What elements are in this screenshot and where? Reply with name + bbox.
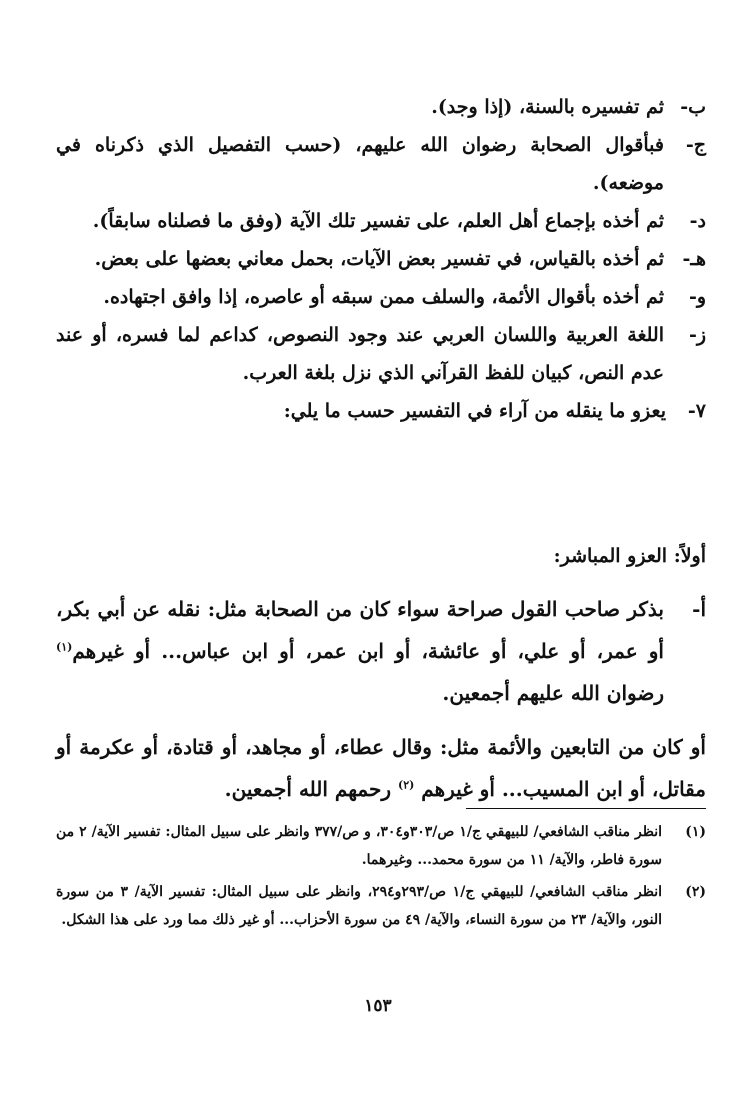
footnote [56,878,706,934]
list-item-text: ثم أخذه بأقوال الأئمة، والسلف ممن سبقه أو عاصره، إذا وافق اجتهاده. [103,286,664,308]
list-marker: ز- [688,324,706,346]
list-marker: هـ- [682,248,706,270]
footnotes [56,818,706,938]
list-item [56,202,706,240]
footnote-reference[interactable]: (٢) [397,778,415,792]
footnote-reference[interactable]: (١) [56,640,73,654]
list-item-text: فبأقوال الصحابة رضوان الله عليهم، (حسب التفصيل الذي ذكرناه في موضعه). [56,134,664,194]
list-item [56,316,706,392]
list-marker: د- [689,210,706,232]
footnote-divider [466,808,706,809]
text-segment: أو كان من التابعين والأئمة مثل: وقال عطاء، أو مجاهد، أو قتادة، أو عكرمة أو مقاتل، أو ابن المسيب... أو غيرهم [56,735,706,801]
page-number: ١٥٣ [364,996,392,1016]
list-item [56,278,706,316]
direct-attribution-section [56,588,706,810]
body-paragraph [56,726,706,810]
section-heading: أولاً: العزو المباشر: [553,545,706,567]
list-item-text: ثم أخذه بإجماع أهل العلم، على تفسير تلك الآية (وفق ما فصلناه سابقاً). [92,210,664,232]
list-item [56,88,706,126]
footnote-number: (٢) [685,884,706,900]
method-list [56,88,706,430]
footnote-number: (١) [685,824,706,840]
list-marker: و- [688,286,706,308]
list-item [56,240,706,278]
list-item-text: ثم تفسيره بالسنة، (إذا وجد). [431,96,664,118]
list-item [56,588,706,714]
item-number: ٧- [687,400,706,422]
list-marker: ب- [680,96,706,118]
list-marker: أ- [692,597,706,621]
list-marker: ج- [685,134,706,156]
list-item-text: اللغة العربية واللسان العربي عند وجود النصوص، كداعم لما فسره، أو عند عدم النص، كبيان للفظ القرآني الذي نزل بلغة العرب. [56,324,664,384]
text-segment: رضوان الله عليهم أجمعين. [442,681,664,705]
list-item-text: ثم أخذه بالقياس، في تفسير بعض الآيات، بحمل معاني بعضها على بعض. [94,248,664,270]
footnote [56,818,706,874]
numbered-item-text: يعزو ما ينقله من آراء في التفسير حسب ما يلي: [283,400,666,422]
list-item [56,126,706,202]
numbered-item [56,392,706,430]
text-segment: بذكر صاحب القول صراحة سواء كان من الصحابة مثل: نقله عن أبي بكر، أو عمر، أو علي، أو عائشة، أو ابن عمر، أو ابن عباس... أو غيرهم [56,597,664,663]
list-item-text [56,588,664,714]
text-segment: رحمهم الله أجمعين. [224,777,398,801]
footnote-text: انظر مناقب الشافعي/ للبيهقي ج/١ ص/٢٩٣و٢٩٤، وانظر على سبيل المثال: تفسير الآية/ ٣ من سورة النور، والآية/ ٢٣ من سورة النساء، والآية/ ٤٩ من سورة الأحزاب... أو غير ذلك مما ورد على هذا الشكل. [56,884,663,928]
footnote-text: انظر مناقب الشافعي/ للبيهقي ج/١ ص/٣٠٣و٣٠٤، و ص/٣٧٧ وانظر على سبيل المثال: تفسير الآية/ ٢ من سورة فاطر، والآية/ ١١ من سورة محمد... وغيرهما. [56,824,663,868]
